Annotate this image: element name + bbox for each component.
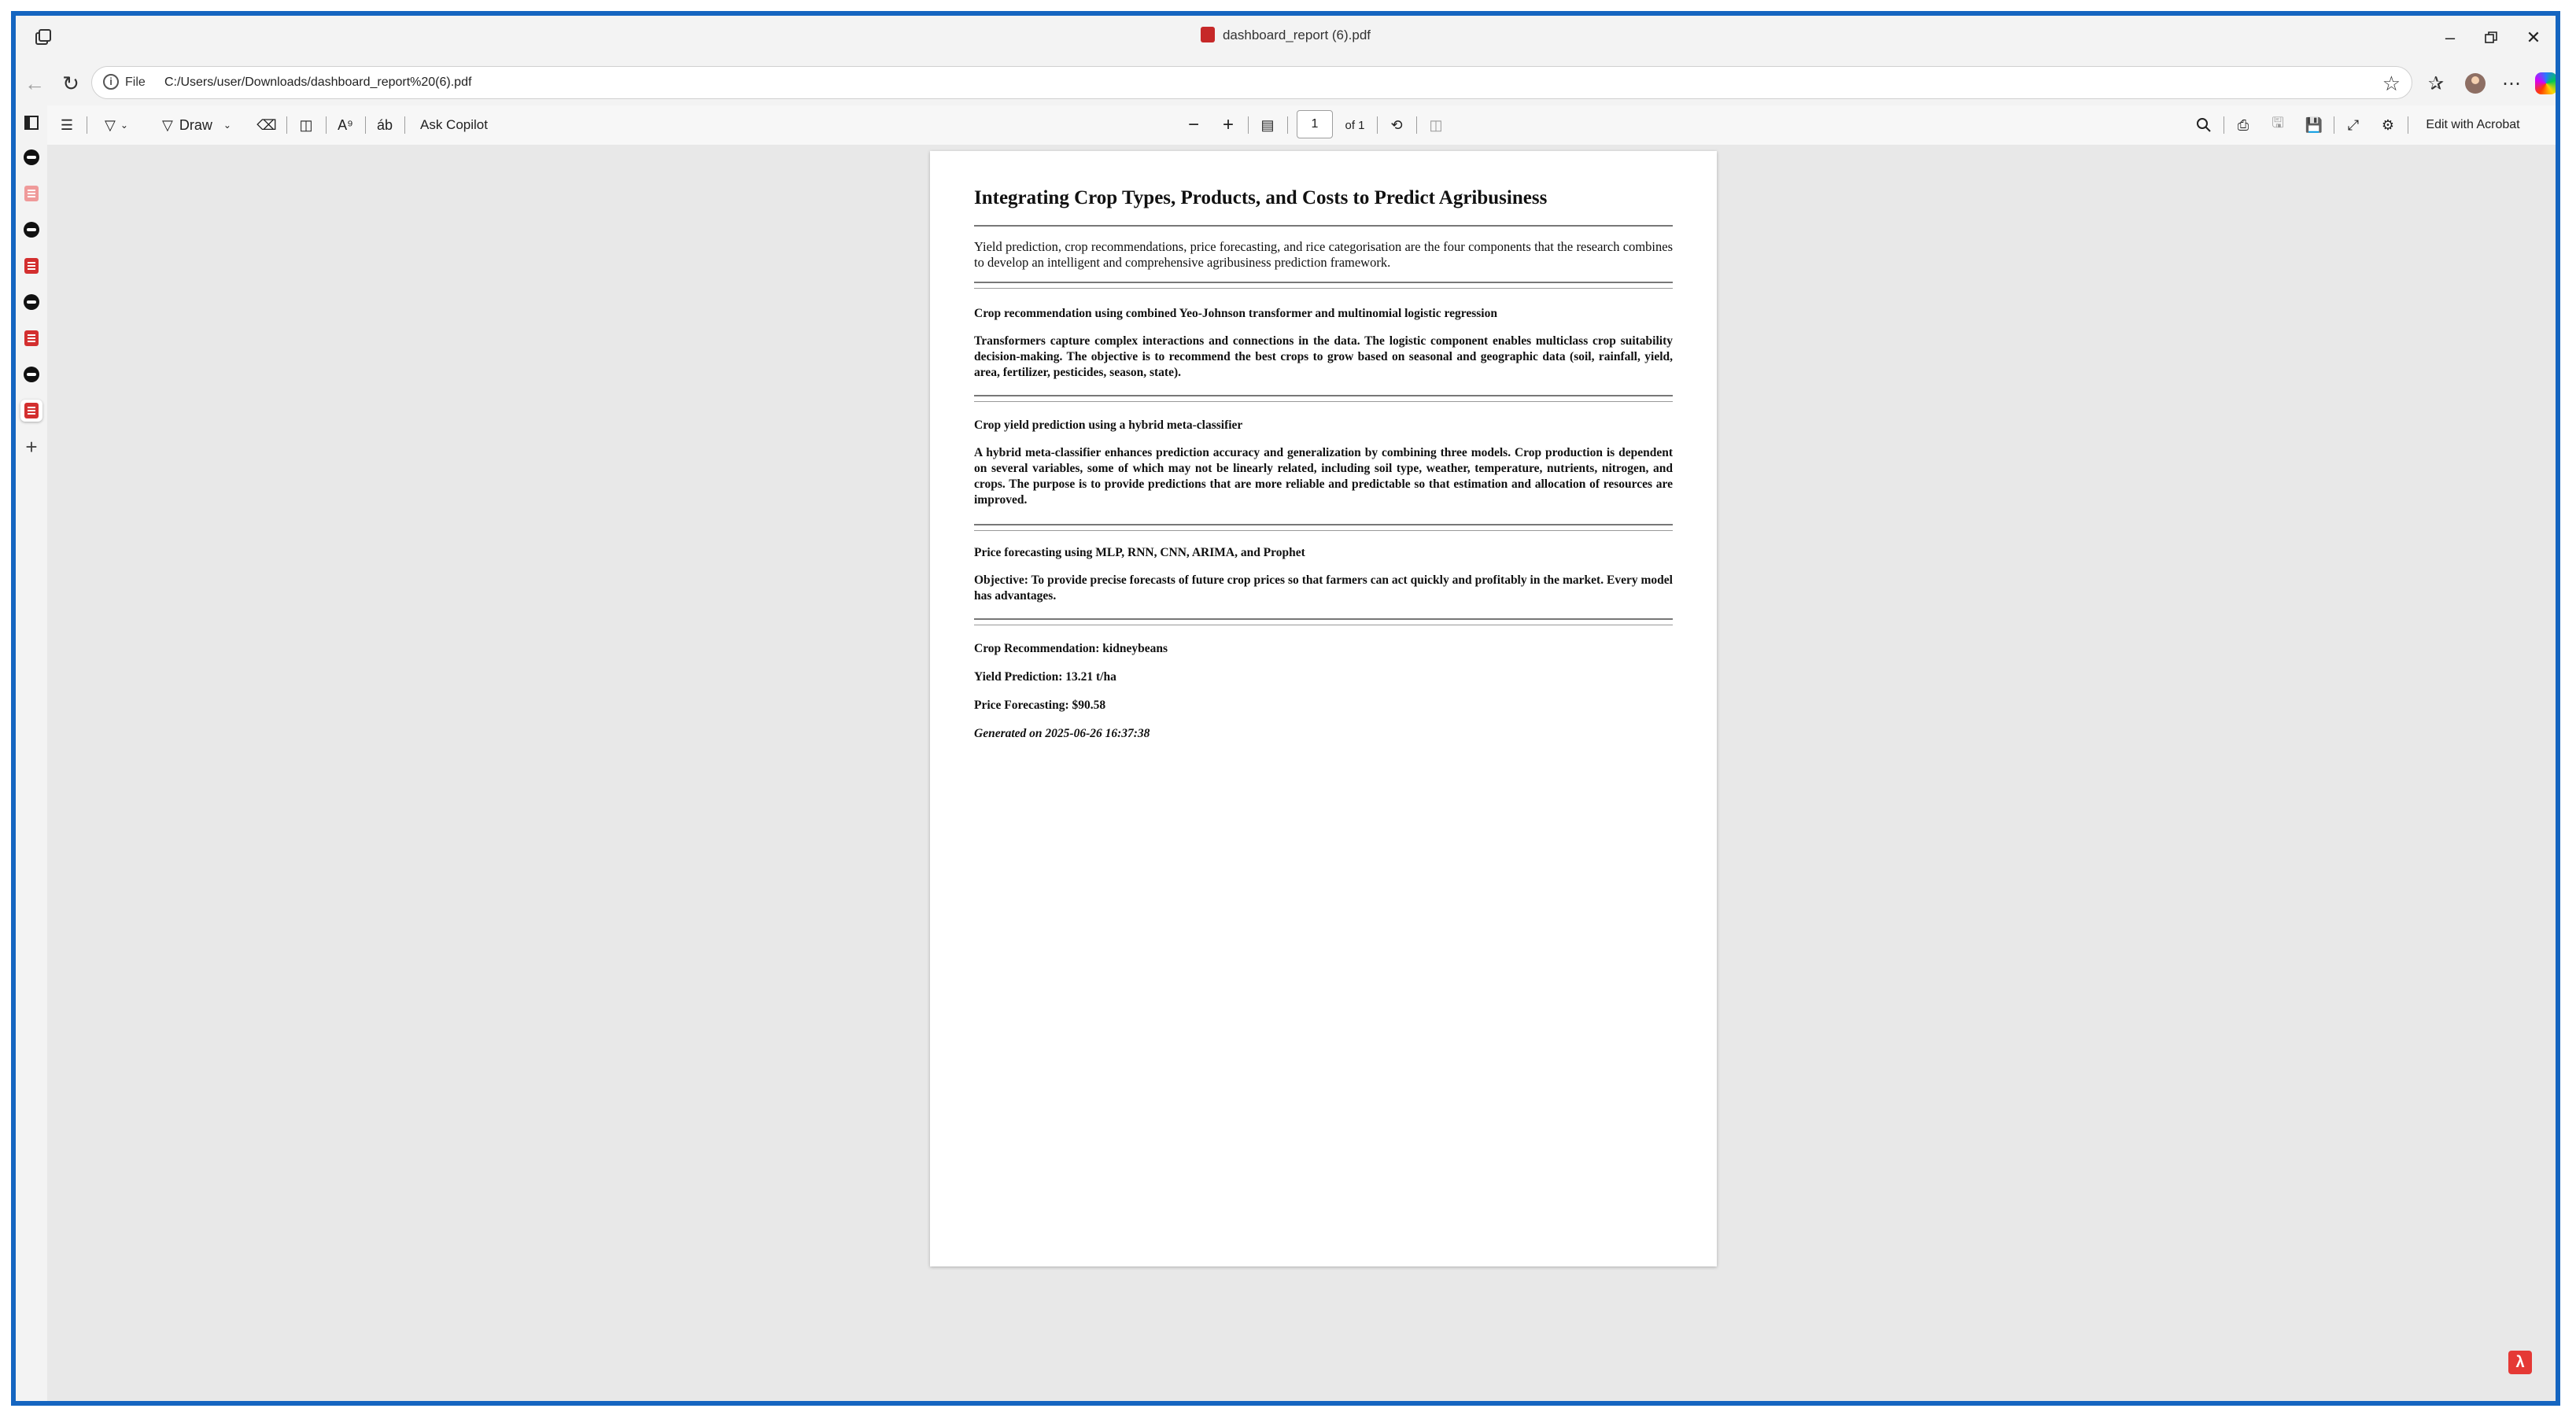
window-title [16, 27, 2556, 43]
section-heading: Crop recommendation using combined Yeo-Johnson transformer and multinomial logistic regression [974, 307, 1497, 320]
divider [974, 395, 1673, 396]
translate-icon[interactable]: áb [376, 116, 393, 133]
read-aloud-icon[interactable]: A⁹ [338, 116, 353, 133]
settings-gear-icon[interactable]: ⚙ [2381, 116, 2395, 133]
section-heading: Price forecasting using MLP, RNN, CNN, ARIMA, and Prophet [974, 546, 1305, 559]
address-bar[interactable] [91, 66, 2412, 99]
intro-paragraph: Yield prediction, crop recommendations, price forecasting, and rice categorisation are the four components that the research combines to develop an intelligent and comprehensive agribusiness prediction framework. [974, 239, 1673, 270]
draw-button[interactable] [149, 112, 244, 138]
address-scheme: File [125, 76, 146, 89]
eraser-icon[interactable]: ⌫ [256, 116, 277, 133]
text-box-icon[interactable]: ◫ [299, 116, 313, 133]
pdf-icon [1201, 27, 1215, 42]
generated-timestamp: Generated on 2025-06-26 16:37:38 [974, 727, 1150, 740]
page-total: of 1 [1345, 118, 1365, 132]
pdf-icon [24, 186, 39, 201]
google-icon [24, 149, 39, 165]
address-url[interactable]: C:/Users/user/Downloads/dashboard_report%20(6).pdf [164, 76, 472, 89]
divider [974, 288, 1673, 289]
tab-panel-icon[interactable] [20, 112, 42, 134]
price-forecasting-result: Price Forecasting: $90.58 [974, 699, 1106, 712]
avatar [2465, 73, 2486, 94]
section-body: Objective: To provide precise forecasts of future crop prices so that farmers can act quickly and profitably in the market. Every model has advantages. [974, 573, 1673, 603]
favorite-star-icon[interactable]: ☆ [2382, 72, 2401, 95]
tab-pdf-active[interactable] [20, 400, 42, 422]
info-icon[interactable]: i [103, 74, 119, 90]
refresh-icon[interactable]: ↻ [62, 71, 79, 95]
window-title-text: dashboard_report (6).pdf [1222, 28, 1371, 42]
tab-pdf-2[interactable] [20, 255, 42, 277]
page-number-input[interactable]: 1 [1297, 110, 1333, 138]
address-row [16, 61, 2556, 105]
pdf-viewer [47, 145, 2556, 1401]
ask-copilot-button[interactable]: Ask Copilot [420, 117, 488, 132]
restore-icon[interactable] [2475, 22, 2507, 53]
rotate-icon[interactable]: ⟲ [1390, 116, 1403, 133]
google-icon [24, 294, 39, 310]
pdf-icon [24, 403, 39, 418]
edit-with-acrobat-button[interactable]: Edit with Acrobat [2426, 118, 2520, 131]
zoom-out-icon[interactable]: − [1187, 114, 1199, 135]
close-icon[interactable]: ✕ [2526, 28, 2541, 47]
yield-prediction-result: Yield Prediction: 13.21 t/ha [974, 670, 1116, 684]
divider [974, 530, 1673, 531]
minimize-icon[interactable]: – [2445, 28, 2456, 47]
save-as-icon[interactable]: 💾 [2305, 116, 2323, 133]
google-icon [24, 222, 39, 238]
draw-label: Draw [179, 116, 212, 133]
copilot-logo [2535, 72, 2557, 94]
back-icon[interactable]: ← [24, 71, 45, 95]
chevron-down-icon: ⌄ [223, 120, 231, 131]
browser-window [11, 11, 2560, 1406]
pdf-toolbar [47, 105, 2556, 146]
draw-pen-icon: ▽ [162, 116, 173, 133]
pdf-icon [24, 330, 39, 346]
document-title: Integrating Crop Types, Products, and Costs to Predict Agribusiness [974, 187, 1548, 208]
google-icon [24, 367, 39, 382]
copilot-icon[interactable] [2530, 68, 2560, 99]
zoom-in-icon[interactable]: + [1222, 114, 1234, 135]
contents-icon[interactable]: ☰ [60, 116, 74, 133]
divider [974, 618, 1673, 620]
print-icon[interactable]: ⎙ [2237, 116, 2249, 133]
fit-page-icon[interactable]: ▤ [1260, 116, 1275, 133]
divider [974, 225, 1673, 227]
pdf-page [930, 151, 1717, 1266]
new-tab-plus-icon[interactable]: + [25, 434, 38, 459]
vertical-tabs-sidebar [16, 105, 47, 1401]
search-icon[interactable] [2190, 112, 2217, 138]
tab-google-3[interactable] [20, 291, 42, 313]
divider [974, 401, 1673, 402]
tab-google-2[interactable] [20, 219, 42, 241]
tab-google-4[interactable] [20, 363, 42, 385]
section-body: Transformers capture complex interactions and connections in the data. The logistic component enables multiclass crop suitability decision-making. The objective is to recommend the best crops to grow based on seasonal and geographic data (soil, rainfall, yield, area, fertilizer, pesticides, season, state). [974, 334, 1673, 379]
save-icon[interactable]: 🖫 [2272, 115, 2284, 131]
divider [974, 282, 1673, 283]
title-bar [16, 16, 2556, 61]
highlight-dropdown-icon[interactable]: ▽ ⌄ [105, 116, 128, 133]
favorites-icon[interactable]: ✰ [2427, 72, 2445, 94]
section-body: A hybrid meta-classifier enhances prediction accuracy and generalization by combining three models. Crop production is dependent on several variables, some of which may not be linearly related, including soil type, weather, temperature, nutrients, nitrogen, and crops. The purpose is to provide predictions that are more reliable and predictable so that estimation and allocation of resources are improved. [974, 446, 1673, 507]
section-heading: Crop yield prediction using a hybrid meta-classifier [974, 418, 1243, 432]
acrobat-icon[interactable]: λ [2508, 1351, 2532, 1374]
pdf-icon [24, 258, 39, 274]
tab-google-1[interactable] [20, 146, 42, 168]
fullscreen-icon[interactable]: ⤢ [2347, 116, 2360, 133]
divider [974, 524, 1673, 525]
tab-pdf-3[interactable] [20, 327, 42, 349]
page-view-icon[interactable]: ◫ [1429, 116, 1443, 133]
crop-recommendation-result: Crop Recommendation: kidneybeans [974, 642, 1168, 655]
profile-avatar[interactable] [2460, 68, 2491, 99]
tab-pdf-1[interactable] [20, 182, 42, 205]
more-options-icon[interactable]: ⋯ [2502, 72, 2521, 94]
